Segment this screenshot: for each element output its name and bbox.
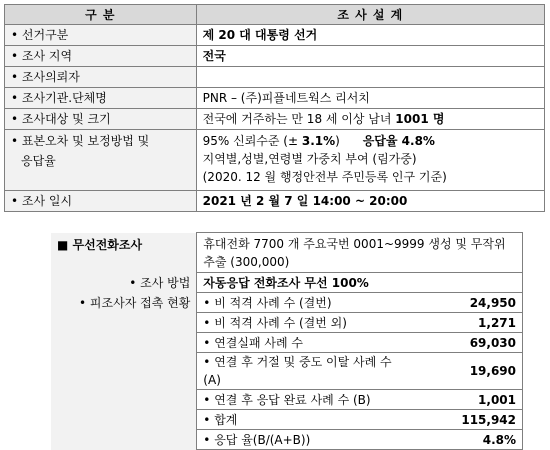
row-value [196, 67, 544, 88]
row-label [5, 130, 197, 191]
margin-of-error: 3.1% [301, 134, 336, 148]
table-row [51, 273, 523, 293]
confidence-text: 95% 신뢰수준 (± [202, 134, 302, 148]
row-value [196, 109, 544, 130]
row-label: • 조사의뢰자 [5, 67, 197, 88]
table-row [5, 46, 545, 67]
item-label: • 합계 [197, 410, 403, 430]
table-row [51, 293, 523, 313]
sample-size: 1001 명 [395, 112, 445, 126]
target-text: 전국에 거주하는 만 18 세 이상 남녀 [202, 112, 396, 126]
row-label: • 선거구분 [5, 25, 197, 46]
survey-design-table [4, 4, 545, 212]
paren-text: ) [335, 134, 363, 148]
item-value: 4.8% [403, 430, 523, 450]
table-row [51, 233, 523, 273]
contact-label: • 피조사자 접촉 현황 [51, 293, 197, 450]
table-row [5, 25, 545, 46]
row-value: 2021 년 2 월 7 일 14:00 ~ 20:00 [196, 191, 544, 212]
section-title: ■ 무선전화조사 [51, 233, 197, 273]
desc-line: 추출 (300,000) [203, 255, 290, 269]
item-value: 69,030 [403, 333, 523, 353]
sampling-description [197, 233, 523, 273]
label-line: • 표본오차 및 보정방법 및 [11, 134, 150, 148]
header-category: 구 분 [5, 5, 197, 25]
item-label: • 연결 후 응답 완료 사례 수 (B) [197, 390, 403, 410]
item-value: 19,690 [403, 353, 523, 390]
item-label: • 비 적격 사례 수 (결번 외) [197, 313, 403, 333]
row-label: • 조사 지역 [5, 46, 197, 67]
item-value: 1,001 [403, 390, 523, 410]
row-value: 전국 [196, 46, 544, 67]
table-row [5, 88, 545, 109]
error-line [203, 132, 538, 150]
row-label: • 조사 일시 [5, 191, 197, 212]
item-label: • 연결 후 거절 및 중도 이탈 사례 수 (A) [197, 353, 403, 390]
item-value: 1,271 [403, 313, 523, 333]
item-label: • 응답 율(B/(A+B)) [197, 430, 403, 450]
mobile-survey-table [51, 232, 523, 450]
item-value: 24,950 [403, 293, 523, 313]
table-row [5, 109, 545, 130]
method-value: 자동응답 전화조사 무선 100% [197, 273, 523, 293]
row-label: • 조사기관.단체명 [5, 88, 197, 109]
label-line: 응답율 [21, 154, 56, 168]
header-design: 조 사 설 계 [196, 5, 544, 25]
table-row [5, 67, 545, 88]
item-label: • 연결실패 사례 수 [197, 333, 403, 353]
method-label: • 조사 방법 [51, 273, 197, 293]
row-value [196, 130, 544, 191]
table-row [5, 191, 545, 212]
item-value: 115,942 [403, 410, 523, 430]
row-value: PNR – (주)피플네트웍스 리서치 [196, 88, 544, 109]
desc-line: 휴대전화 7700 개 주요국번 0001~9999 생성 및 무작위 [203, 237, 506, 251]
basis-line: (2020. 12 월 행정안전부 주민등록 인구 기준) [202, 170, 447, 184]
row-value: 제 20 대 대통령 선거 [196, 25, 544, 46]
table-header-row [5, 5, 545, 25]
row-label: • 조사대상 및 크기 [5, 109, 197, 130]
weight-line: 지역별,성별,연령별 가중치 부여 (림가중) [202, 152, 417, 166]
table-row [5, 130, 545, 191]
response-rate: 응답율 4.8% [362, 134, 435, 148]
item-label: • 비 적격 사례 수 (결번) [197, 293, 403, 313]
